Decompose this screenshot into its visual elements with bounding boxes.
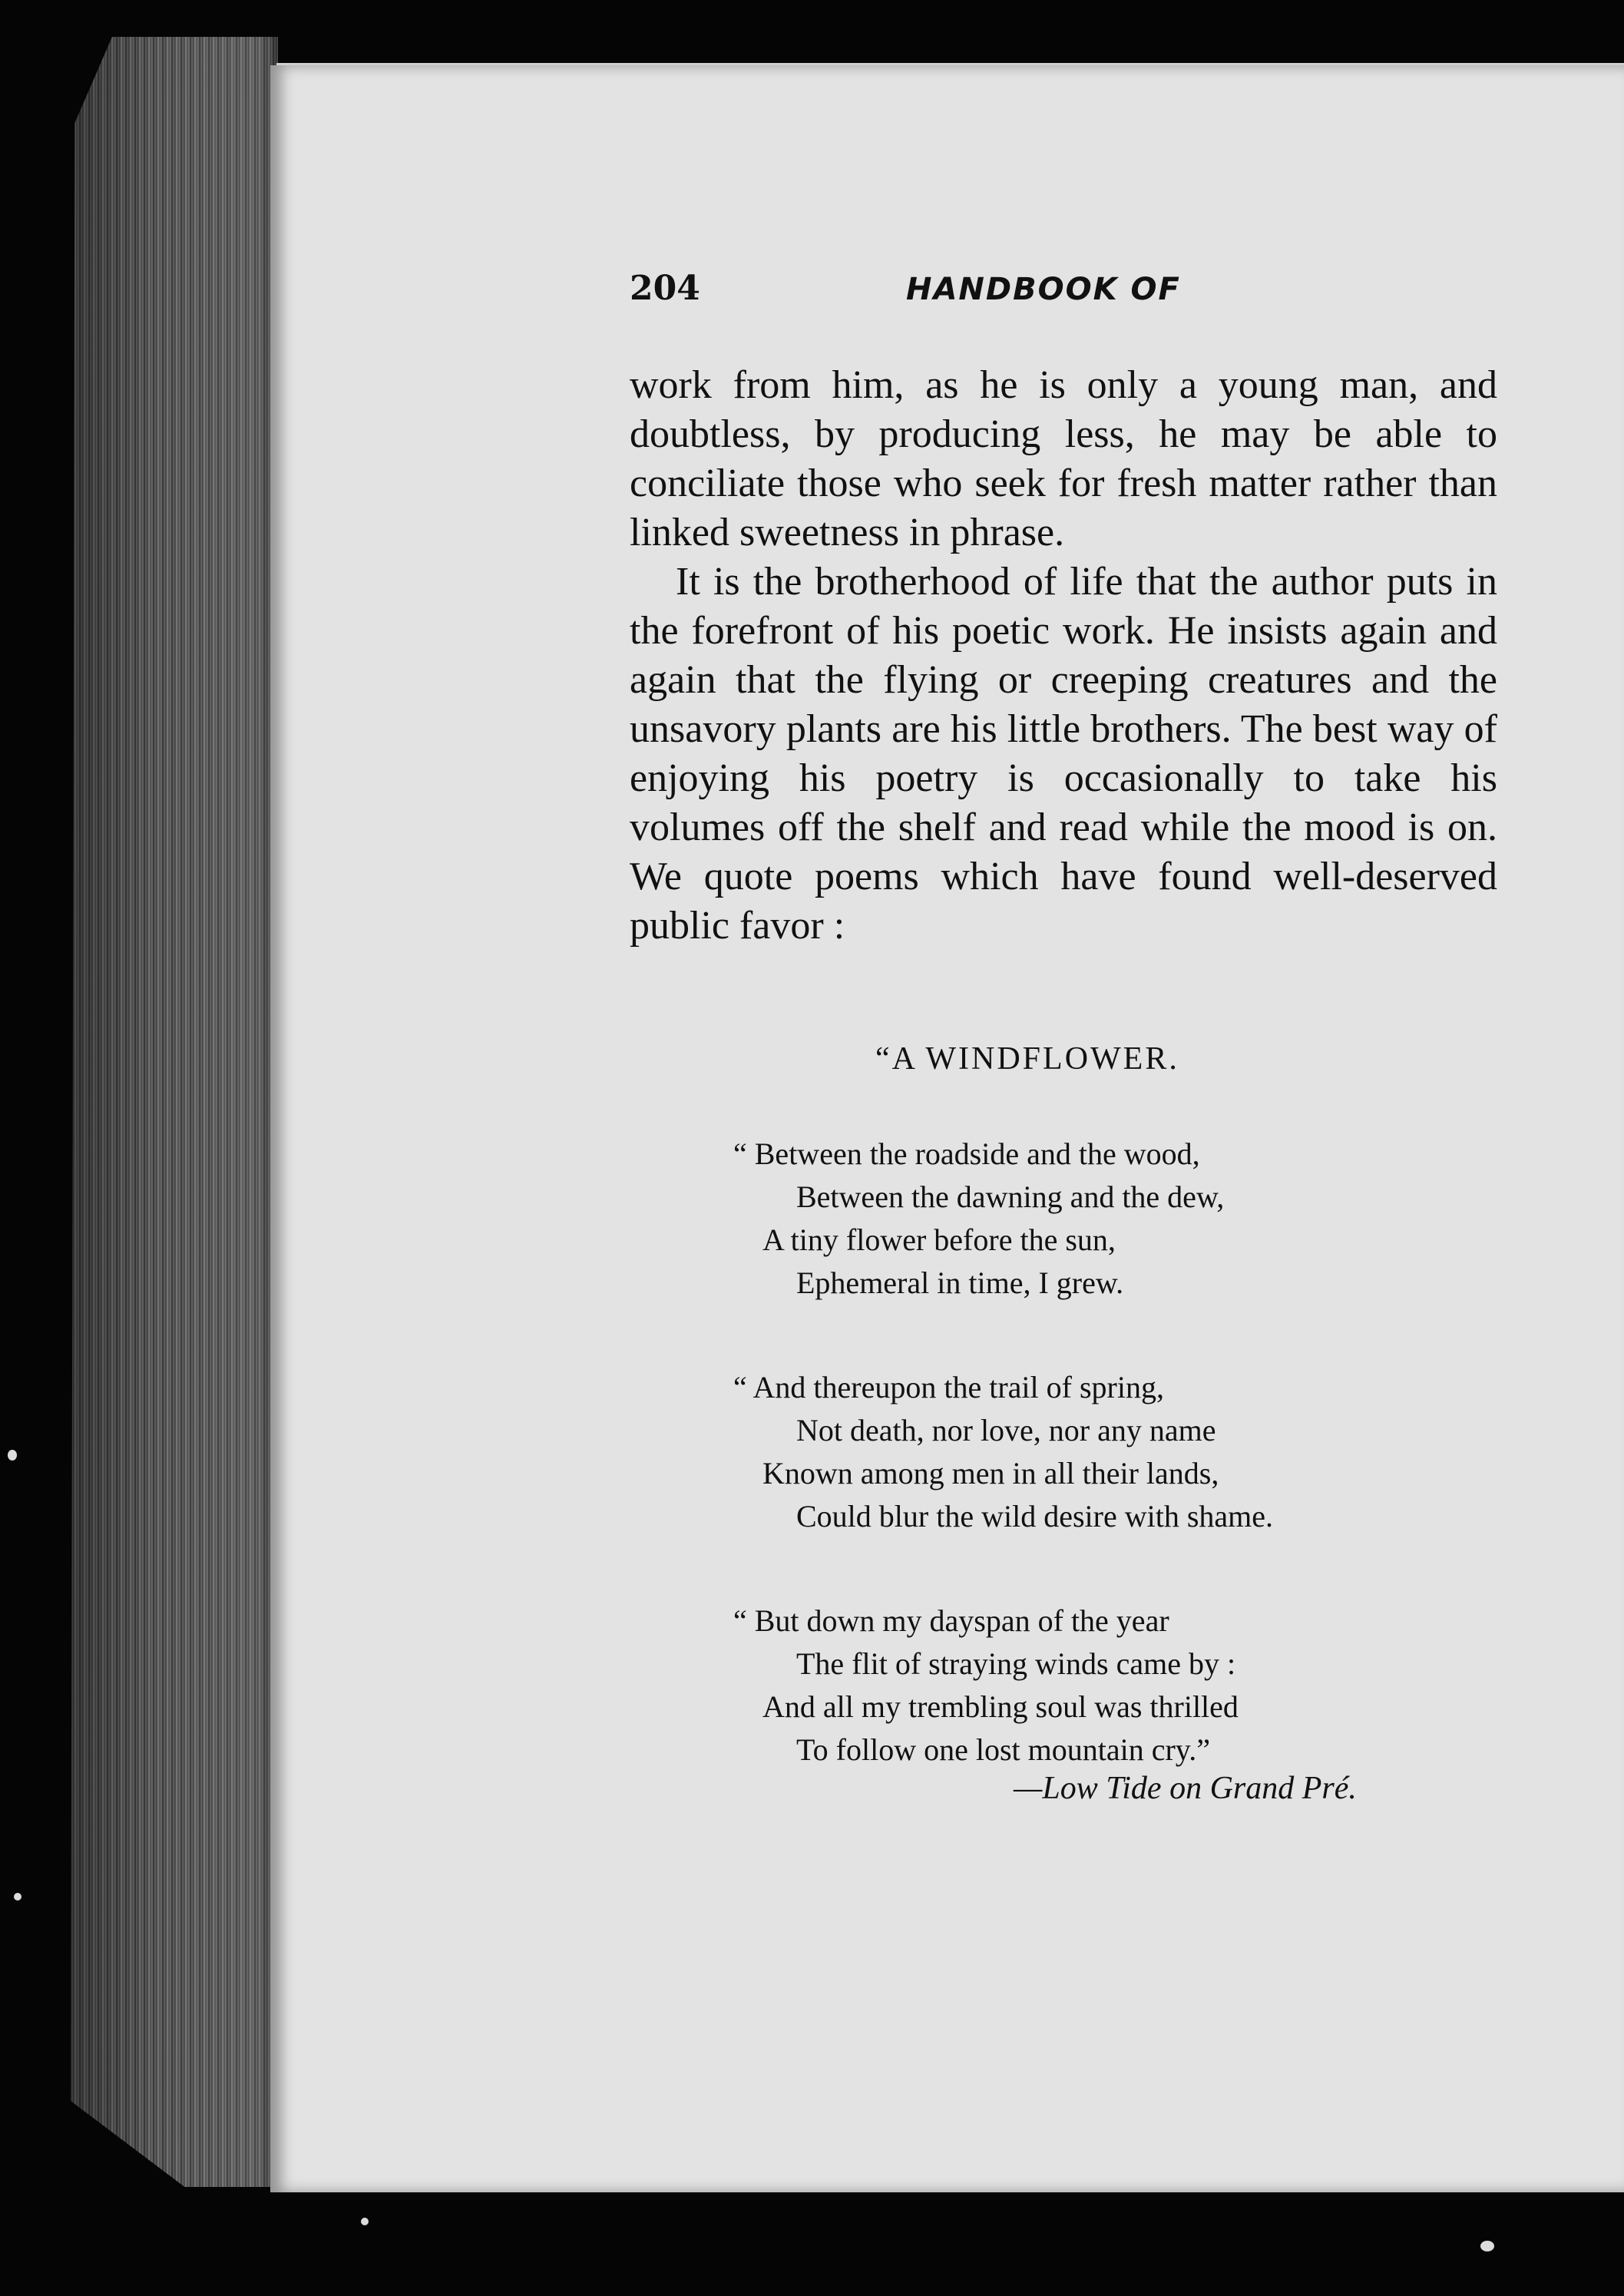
poem-line: The flit of straying winds came by :: [796, 1646, 1236, 1681]
poem-line: Ephemeral in time, I grew.: [796, 1265, 1124, 1300]
scan-speck: [1480, 2241, 1494, 2251]
poem-line: A tiny flower before the sun,: [762, 1222, 1116, 1257]
poem-line: “ And thereupon the trail of spring,: [733, 1370, 1164, 1404]
poem-line: And all my trembling soul was thrilled: [762, 1689, 1239, 1724]
poem-line: To follow one lost mountain cry.”: [796, 1732, 1210, 1767]
poem-attribution: —Low Tide on Grand Pré.: [1014, 1771, 1357, 1806]
poem-line: “ But down my dayspan of the year: [733, 1603, 1169, 1638]
stanza: [733, 1366, 1501, 1538]
scan-speck: [361, 2218, 369, 2225]
paragraph: work from him, as he is only a young man, and doubtless, by producing less, he may be able to conciliate those who seek for fresh matter rather than linked sweetness in phrase.: [630, 363, 1497, 554]
page-header: [630, 269, 1520, 315]
poem: [733, 1133, 1501, 1833]
paragraph: It is the brotherhood of life that the author puts in the forefront of his poetic work. He insists again and again that the flying or creeping creatures and the unsavory plants are his little brothers. The best way of enjoying his poetry is occasionally to take his volumes off the shelf and read while the mood is on. We quote poems which have found well-deserved public favor :: [630, 560, 1497, 948]
poem-title: “A WINDFLOWER.: [875, 1041, 1179, 1077]
scan-speck: [8, 1450, 17, 1461]
page-edges: [71, 37, 278, 2187]
poem-line: Not death, nor love, nor any name: [796, 1413, 1216, 1447]
poem-line: Between the dawning and the dew,: [796, 1179, 1225, 1214]
poem-line: “ Between the roadside and the wood,: [733, 1136, 1200, 1171]
page-number: 204: [630, 269, 700, 308]
running-head: HANDBOOK OF: [906, 272, 1181, 307]
poem-line: Known among men in all their lands,: [762, 1456, 1219, 1490]
body-text: [630, 361, 1497, 951]
stanza: [733, 1600, 1501, 1772]
scan-speck: [14, 1893, 21, 1901]
poem-line: Could blur the wild desire with shame.: [796, 1499, 1274, 1533]
stanza: [733, 1133, 1501, 1305]
